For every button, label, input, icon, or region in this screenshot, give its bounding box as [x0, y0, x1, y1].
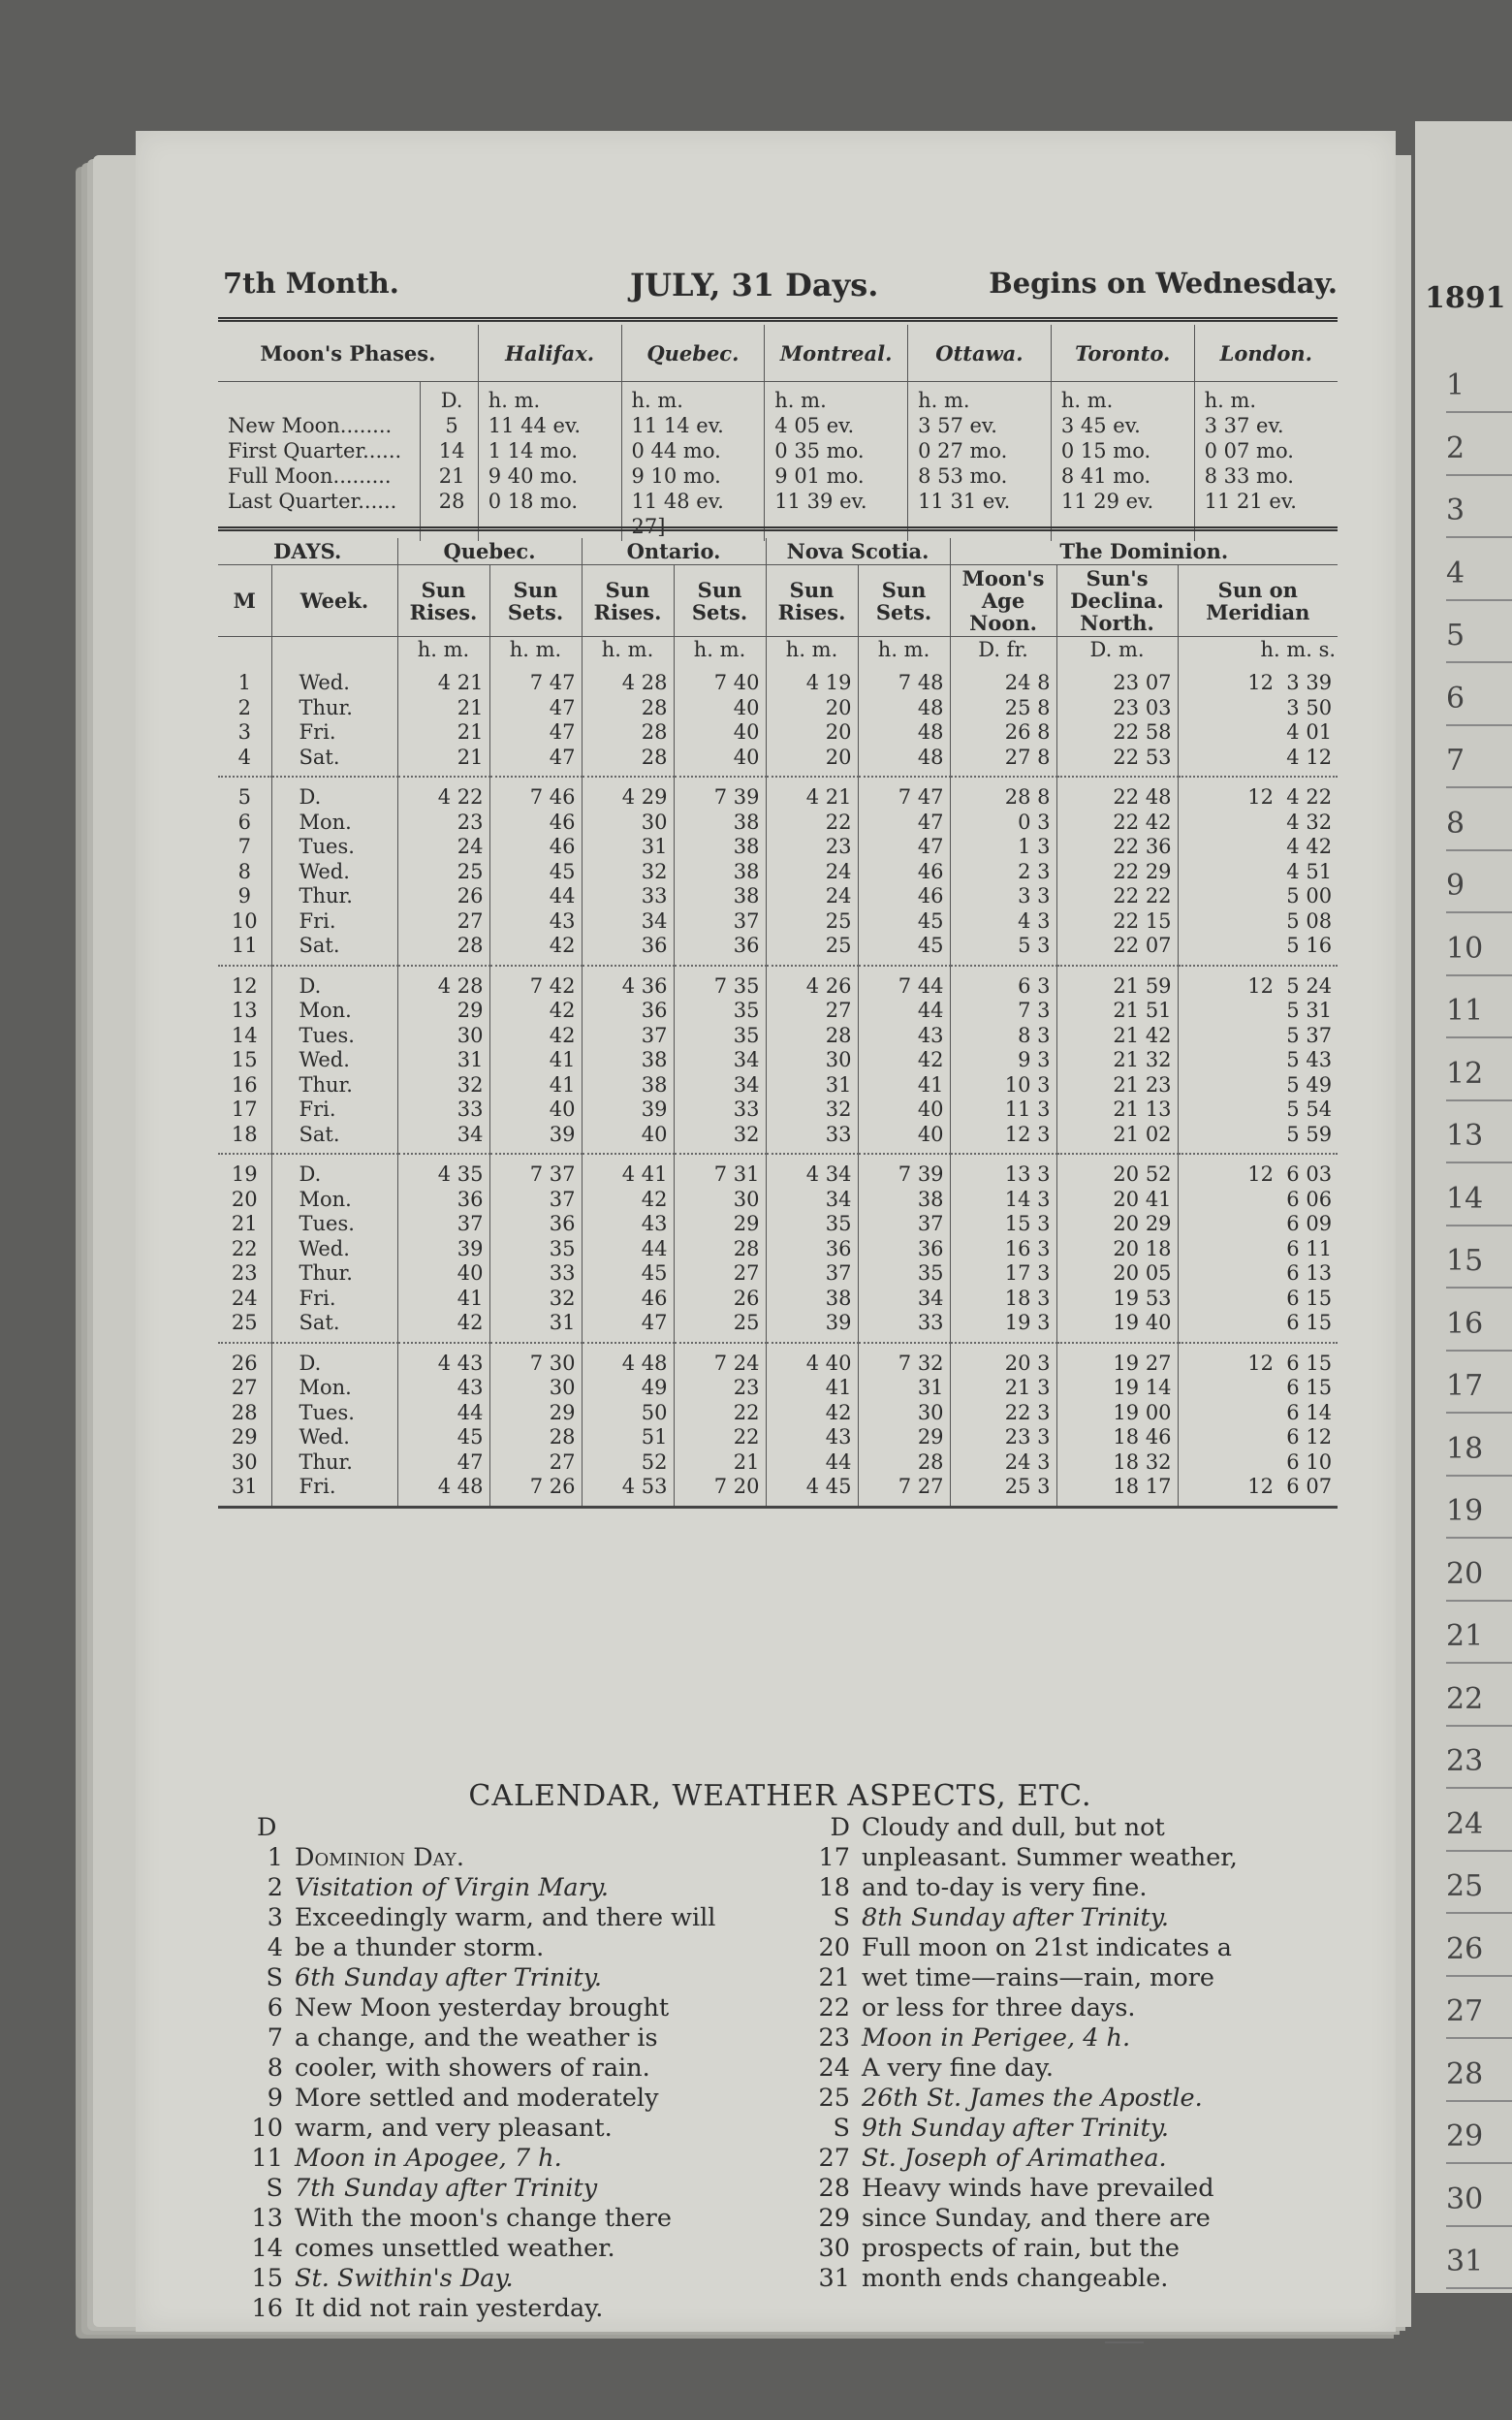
city-quebec: Quebec. — [621, 325, 765, 382]
phases-title: Moon's Phases. — [218, 325, 478, 382]
phase-name: Full Moon......... — [228, 464, 392, 488]
note-text: 7th Sunday after Trinity — [295, 2174, 598, 2203]
week-block — [218, 663, 1338, 777]
calendar-note — [800, 1873, 1362, 1903]
next-page-day-number: 31 — [1446, 2245, 1504, 2278]
begins-label: Begins on Wednesday. — [989, 267, 1338, 300]
next-page-day-number: 11 — [1446, 994, 1504, 1028]
phase-unit: h. m. — [488, 389, 541, 412]
cell-n-set: 7 39 38 37 36 35 34 33 — [858, 1154, 950, 1343]
phase-time: 0 18 mo. — [488, 490, 579, 513]
cell-o-rise: 4 36 36 37 38 38 39 40 — [582, 966, 674, 1155]
calendar-notes-left — [233, 1813, 775, 2324]
note-text: It did not rain yesterday. — [295, 2294, 604, 2323]
phase-unit: h. m. — [1060, 389, 1114, 412]
phase-time: 11 14 ev. — [631, 414, 724, 437]
calendar-note — [800, 1993, 1362, 2023]
cell-m: 26 27 28 29 30 31 — [218, 1343, 271, 1508]
note-day: S — [833, 2114, 850, 2143]
cell-n-rise: 4 40 41 42 43 44 4 45 — [766, 1343, 858, 1508]
col-moon-age: Moon's Age Noon. — [950, 565, 1056, 637]
cell-q-set: 7 37 37 36 35 33 32 31 — [489, 1154, 582, 1343]
phase-day: 14 — [438, 439, 465, 462]
phase-time: 11 44 ev. — [488, 414, 581, 437]
cell-decl: 21 59 21 51 21 42 21 32 21 23 21 13 21 02 — [1056, 966, 1178, 1155]
next-page-day-number: 10 — [1446, 932, 1504, 966]
note-day: 25 — [818, 2084, 850, 2113]
calendar-note — [233, 1873, 775, 1903]
calendar-note — [800, 2023, 1362, 2054]
next-page-day-number: 4 — [1446, 557, 1504, 590]
calendar-note — [800, 2174, 1362, 2204]
calendar-note — [800, 1813, 1362, 1843]
cell-n-rise: 4 21 22 23 24 24 25 25 — [766, 777, 858, 966]
city-montreal: Montreal. — [765, 325, 908, 382]
note-day: 22 — [818, 1993, 850, 2022]
cell-q-rise: 4 28 29 30 31 32 33 34 — [397, 966, 489, 1155]
next-page-day-number: 24 — [1446, 1807, 1504, 1841]
next-page-day-number: 29 — [1446, 2119, 1504, 2153]
note-text: Moon in Apogee, 7 h. — [295, 2144, 562, 2173]
cell-o-rise: 4 41 42 43 44 45 46 47 — [582, 1154, 674, 1343]
cell-week: Wed. Thur. Fri. Sat. — [271, 663, 397, 777]
notes-left-head: D — [257, 1813, 277, 1842]
unit-label: h. m. — [674, 637, 766, 664]
note-day: 16 — [251, 2294, 283, 2323]
calendar-title: CALENDAR, WEATHER ASPECTS, ETC. — [468, 1779, 1092, 1813]
col-week: Week. — [271, 565, 397, 637]
cell-age: 13 3 14 3 15 3 16 3 17 3 18 3 19 3 — [950, 1154, 1056, 1343]
next-page-year: 1891 — [1425, 281, 1506, 315]
note-text: Exceedingly warm, and there will — [295, 1903, 716, 1932]
daily-sun-table — [218, 538, 1338, 1509]
cell-q-rise: 4 22 23 24 25 26 27 28 — [397, 777, 489, 966]
cell-q-set: 7 30 30 29 28 27 7 26 — [489, 1343, 582, 1508]
group-ontario: Ontario. — [582, 538, 766, 565]
phases-body — [218, 382, 1338, 542]
phase-time: 0 27 mo. — [918, 439, 1008, 462]
phase-time: 9 40 mo. — [488, 464, 579, 488]
calendar-notes-right — [800, 1813, 1362, 2294]
cell-week: D. Mon. Tues. Wed. Thur. Fri. Sat. — [271, 1154, 397, 1343]
col-meridian: Sun on Meridian — [1178, 565, 1338, 637]
week-block — [218, 777, 1338, 966]
bottom-rule — [1105, 2341, 1144, 2343]
note-day: 10 — [251, 2114, 283, 2143]
next-page-day-number: 16 — [1446, 1307, 1504, 1341]
next-page-day-number: 5 — [1446, 619, 1504, 653]
note-text: unpleasant. Summer weather, — [862, 1843, 1238, 1872]
next-page-day-number: 27 — [1446, 1994, 1504, 2028]
note-text: St. Joseph of Arimathea. — [862, 2144, 1167, 2173]
group-dominion: The Dominion. — [950, 538, 1338, 565]
cell-n-set: 7 48 48 48 48 — [858, 663, 950, 777]
calendar-note — [233, 2264, 775, 2294]
cell-age: 28 8 0 3 1 3 2 3 3 3 4 3 5 3 — [950, 777, 1056, 966]
next-page-day-number: 13 — [1446, 1119, 1504, 1153]
note-text: and to-day is very fine. — [862, 1873, 1148, 1902]
note-text: With the moon's change there — [295, 2204, 672, 2233]
cell-q-set: 7 46 46 46 45 44 43 42 — [489, 777, 582, 966]
week-block — [218, 1343, 1338, 1508]
unit-label: h. m. — [489, 637, 582, 664]
note-day: 18 — [818, 1873, 850, 1902]
next-page-day-number: 7 — [1446, 744, 1504, 778]
calendar-note — [233, 2023, 775, 2054]
cell-o-set: 7 31 30 29 28 27 26 25 — [674, 1154, 766, 1343]
col-quebec-sets: Sun Sets. — [489, 565, 582, 637]
col-declination: Sun's Declina. North. — [1056, 565, 1178, 637]
next-page-day-number: 23 — [1446, 1744, 1504, 1778]
next-page-day-number: 15 — [1446, 1244, 1504, 1278]
next-page-day-number: 3 — [1446, 494, 1504, 527]
phase-time: 11 31 ev. — [918, 490, 1011, 513]
cell-n-set: 7 32 31 30 29 28 7 27 — [858, 1343, 950, 1508]
next-page-edge — [1415, 121, 1512, 2293]
next-page-day-number: 17 — [1446, 1369, 1504, 1403]
note-text: Heavy winds have prevailed — [862, 2174, 1214, 2203]
week-block — [218, 966, 1338, 1155]
phase-time: 8 33 mo. — [1204, 464, 1294, 488]
calendar-note — [800, 1933, 1362, 1963]
note-text: Visitation of Virgin Mary. — [295, 1873, 609, 1902]
next-page-day-number: 26 — [1446, 1932, 1504, 1966]
cell-o-rise: 4 29 30 31 32 33 34 36 — [582, 777, 674, 966]
next-page-day-number: 2 — [1446, 431, 1504, 465]
cell-m: 5 6 7 8 9 10 11 — [218, 777, 271, 966]
cell-merid: 12 5 24 5 31 5 37 5 43 5 49 5 54 5 59 — [1178, 966, 1338, 1155]
note-text: a change, and the weather is — [295, 2023, 658, 2053]
cell-merid: 12 6 15 6 15 6 14 6 12 6 10 12 6 07 — [1178, 1343, 1338, 1508]
cell-o-rise: 4 28 28 28 28 — [582, 663, 674, 777]
page-title: JULY, 31 Days. — [630, 267, 879, 303]
note-text: 9th Sunday after Trinity. — [862, 2114, 1169, 2143]
unit-label: D. m. — [1056, 637, 1178, 664]
calendar-note — [233, 2174, 775, 2204]
note-text: 26th St. James the Apostle. — [862, 2084, 1203, 2113]
calendar-note — [233, 2114, 775, 2144]
unit-label: D. fr. — [950, 637, 1056, 664]
note-text: warm, and very pleasant. — [295, 2114, 613, 2143]
cell-week: D. Mon. Tues. Wed. Thur. Fri. Sat. — [271, 966, 397, 1155]
note-text: Cloudy and dull, but not — [862, 1813, 1165, 1842]
next-page-day-number: 30 — [1446, 2182, 1504, 2216]
moon-phases-table — [218, 325, 1338, 541]
phase-day-header: D. — [440, 389, 463, 412]
cell-q-set: 7 42 42 42 41 41 40 39 — [489, 966, 582, 1155]
calendar-note — [233, 2054, 775, 2084]
calendar-note — [233, 1933, 775, 1963]
calendar-note — [233, 2234, 775, 2264]
note-day: 23 — [818, 2023, 850, 2053]
next-page-day-number: 22 — [1446, 1682, 1504, 1716]
note-day: 14 — [251, 2234, 283, 2263]
phase-unit: h. m. — [631, 389, 683, 412]
note-day: 15 — [251, 2264, 283, 2293]
note-text: comes unsettled weather. — [295, 2234, 615, 2263]
next-page-day-number: 8 — [1446, 807, 1504, 841]
phase-unit: h. m. — [918, 389, 970, 412]
city-halifax: Halifax. — [478, 325, 621, 382]
cell-n-rise: 4 26 27 28 30 31 32 33 — [766, 966, 858, 1155]
next-page-day-number: 25 — [1446, 1869, 1504, 1903]
cell-merid: 12 4 22 4 32 4 42 4 51 5 00 5 08 5 16 — [1178, 777, 1338, 966]
calendar-note — [233, 1903, 775, 1933]
unit-label: h. m. — [766, 637, 858, 664]
note-day: 28 — [818, 2174, 850, 2203]
note-day: 13 — [251, 2204, 283, 2233]
note-day: 31 — [818, 2264, 850, 2293]
phase-day: 5 — [445, 414, 458, 437]
note-day: 11 — [251, 2144, 283, 2173]
cell-merid: 12 3 39 3 50 4 01 4 12 — [1178, 663, 1338, 777]
calendar-note — [800, 2264, 1362, 2294]
note-text: wet time—rains—rain, more — [862, 1963, 1214, 1992]
calendar-note — [800, 2054, 1362, 2084]
cell-n-rise: 4 34 34 35 36 37 38 39 — [766, 1154, 858, 1343]
note-day: D — [830, 1813, 850, 1842]
col-ontario-sets: Sun Sets. — [674, 565, 766, 637]
phase-times-london — [1194, 382, 1338, 542]
calendar-note — [800, 1963, 1362, 1993]
next-page-day-number: 9 — [1446, 869, 1504, 903]
phase-time: 8 53 mo. — [918, 464, 1008, 488]
cell-age: 20 3 21 3 22 3 23 3 24 3 25 3 — [950, 1343, 1056, 1508]
cell-m: 12 13 14 15 16 17 18 — [218, 966, 271, 1155]
cell-n-rise: 4 19 20 20 20 — [766, 663, 858, 777]
phase-day: 21 — [438, 464, 465, 488]
unit-label: h. m. — [858, 637, 950, 664]
phase-unit: h. m. — [1204, 389, 1257, 412]
next-page-day-number: 28 — [1446, 2057, 1504, 2091]
note-text: Full moon on 21st indicates a — [862, 1933, 1232, 1962]
city-toronto: Toronto. — [1051, 325, 1194, 382]
note-day: 1 — [267, 1843, 283, 1872]
calendar-note — [800, 2084, 1362, 2114]
phase-time: 3 57 ev. — [918, 414, 997, 437]
cell-q-rise: 4 43 43 44 45 47 4 48 — [397, 1343, 489, 1508]
cell-merid: 12 6 03 6 06 6 09 6 11 6 13 6 15 6 15 — [1178, 1154, 1338, 1343]
phase-time: 1 14 mo. — [488, 439, 579, 462]
calendar-note — [800, 2234, 1362, 2264]
cell-o-set: 7 24 23 22 22 21 7 20 — [674, 1343, 766, 1508]
note-day: 8 — [267, 2054, 283, 2083]
phase-time: 11 48 ev. — [631, 490, 724, 513]
calendar-note — [233, 1963, 775, 1993]
unit-label: h. m. — [397, 637, 489, 664]
note-day: 21 — [818, 1963, 850, 1992]
note-day: 20 — [818, 1933, 850, 1962]
phase-time: 3 37 ev. — [1204, 414, 1284, 437]
cell-m: 1 2 3 4 — [218, 663, 271, 777]
phase-time: 4 05 ev. — [774, 414, 855, 437]
phase-time: 8 41 mo. — [1060, 464, 1151, 488]
note-text: New Moon yesterday brought — [295, 1993, 670, 2022]
cell-age: 24 8 25 8 26 8 27 8 — [950, 663, 1056, 777]
phase-time: 11 21 ev. — [1204, 490, 1297, 513]
cell-o-set: 7 39 38 38 38 38 37 36 — [674, 777, 766, 966]
col-ontario-rises: Sun Rises. — [582, 565, 674, 637]
cell-age: 6 3 7 3 8 3 9 3 10 3 11 3 12 3 — [950, 966, 1056, 1155]
week-block — [218, 1154, 1338, 1343]
phase-times-quebec — [621, 382, 765, 542]
group-days: DAYS. — [218, 538, 397, 565]
month-label: 7th Month. — [223, 267, 399, 300]
cell-decl: 20 52 20 41 20 29 20 18 20 05 19 53 19 40 — [1056, 1154, 1178, 1343]
phase-unit: h. m. — [774, 389, 827, 412]
cell-week: D. Mon. Tues. Wed. Thur. Fri. — [271, 1343, 397, 1508]
calendar-note — [800, 2204, 1362, 2234]
cell-q-rise: 4 35 36 37 39 40 41 42 — [397, 1154, 489, 1343]
note-day: 4 — [267, 1933, 283, 1962]
next-page-day-number: 19 — [1446, 1494, 1504, 1528]
note-day: S — [833, 1903, 850, 1932]
phase-times-montreal — [765, 382, 908, 542]
calendar-note — [800, 2114, 1362, 2144]
unit-label: h. m. s. — [1260, 638, 1337, 661]
city-ottawa: Ottawa. — [908, 325, 1052, 382]
next-page-day-number: 1 — [1446, 368, 1504, 402]
phase-name: First Quarter...... — [228, 439, 402, 462]
note-text: A very fine day. — [862, 2054, 1054, 2083]
cell-n-set: 7 44 44 43 42 41 40 40 — [858, 966, 950, 1155]
cell-n-set: 7 47 47 47 46 46 45 45 — [858, 777, 950, 966]
calendar-note — [800, 1843, 1362, 1873]
calendar-note — [233, 1843, 775, 1873]
note-day: 29 — [818, 2204, 850, 2233]
next-page-day-number: 18 — [1446, 1432, 1504, 1466]
note-day: 24 — [818, 2054, 850, 2083]
note-text: since Sunday, and there are — [862, 2204, 1211, 2233]
phase-extra: 27] — [631, 515, 666, 538]
note-day: 6 — [267, 1993, 283, 2022]
header-rule — [218, 317, 1338, 322]
cell-o-rise: 4 48 49 50 51 52 4 53 — [582, 1343, 674, 1508]
note-day: 30 — [818, 2234, 850, 2263]
calendar-note — [233, 2204, 775, 2234]
cell-q-set: 7 47 47 47 47 — [489, 663, 582, 777]
next-page-day-number: 6 — [1446, 682, 1504, 716]
calendar-note — [233, 2294, 775, 2324]
note-day: 17 — [818, 1843, 850, 1872]
note-text: More settled and moderately — [295, 2084, 659, 2113]
unit-label: h. m. — [582, 637, 674, 664]
col-month-day: M — [218, 565, 271, 637]
phase-name: New Moon........ — [228, 414, 393, 437]
cell-o-set: 7 35 35 35 34 34 33 32 — [674, 966, 766, 1155]
calendar-note — [233, 1993, 775, 2023]
cell-m: 19 20 21 22 23 24 25 — [218, 1154, 271, 1343]
next-page-day-number: 21 — [1446, 1619, 1504, 1653]
calendar-note — [800, 1903, 1362, 1933]
note-text: 8th Sunday after Trinity. — [862, 1903, 1169, 1932]
almanac-page — [136, 131, 1396, 2332]
calendar-note — [800, 2144, 1362, 2174]
phase-days — [420, 382, 478, 542]
phase-times-toronto — [1051, 382, 1194, 542]
phase-time: 9 01 mo. — [774, 464, 865, 488]
note-text: be a thunder storm. — [295, 1933, 545, 1962]
note-day: S — [266, 2174, 283, 2203]
note-text: cooler, with showers of rain. — [295, 2054, 650, 2083]
note-day: 3 — [267, 1903, 283, 1932]
note-day: 2 — [267, 1873, 283, 1902]
note-day: 9 — [267, 2084, 283, 2113]
cell-o-set: 7 40 40 40 40 — [674, 663, 766, 777]
phase-name: Last Quarter...... — [228, 490, 397, 513]
next-page-day-number: 20 — [1446, 1557, 1504, 1591]
page-header — [223, 267, 1338, 315]
cell-decl: 22 48 22 42 22 36 22 29 22 22 22 15 22 07 — [1056, 777, 1178, 966]
note-text: prospects of rain, but the — [862, 2234, 1181, 2263]
note-text: Dominion Day. — [295, 1843, 464, 1872]
phase-time: 0 44 mo. — [631, 439, 721, 462]
note-text: or less for three days. — [862, 1993, 1136, 2022]
note-day: 7 — [267, 2023, 283, 2053]
note-day: 27 — [818, 2144, 850, 2173]
cell-q-rise: 4 21 21 21 21 — [397, 663, 489, 777]
phase-time: 0 35 mo. — [774, 439, 865, 462]
calendar-note — [233, 2084, 775, 2114]
cell-decl: 23 07 23 03 22 58 22 53 — [1056, 663, 1178, 777]
phases-rule — [218, 526, 1338, 531]
note-text: St. Swithin's Day. — [295, 2264, 514, 2293]
group-quebec: Quebec. — [397, 538, 582, 565]
col-quebec-rises: Sun Rises. — [397, 565, 489, 637]
phase-times-halifax — [478, 382, 621, 542]
phase-times-ottawa — [908, 382, 1052, 542]
group-nova-scotia: Nova Scotia. — [766, 538, 950, 565]
note-text: 6th Sunday after Trinity. — [295, 1963, 602, 1992]
city-london: London. — [1194, 325, 1338, 382]
cell-week: D. Mon. Tues. Wed. Thur. Fri. Sat. — [271, 777, 397, 966]
phase-time: 9 10 mo. — [631, 464, 721, 488]
calendar-note — [233, 2144, 775, 2174]
next-page-day-number: 14 — [1446, 1182, 1504, 1216]
note-text: month ends changeable. — [862, 2264, 1169, 2293]
next-page-day-number: 12 — [1446, 1057, 1504, 1091]
phase-names — [218, 382, 420, 542]
phase-time: 11 39 ev. — [774, 490, 867, 513]
note-day: S — [266, 1963, 283, 1992]
phase-time: 11 29 ev. — [1060, 490, 1154, 513]
phase-time: 3 45 ev. — [1060, 414, 1141, 437]
col-ns-rises: Sun Rises. — [766, 565, 858, 637]
phase-time: 0 07 mo. — [1204, 439, 1294, 462]
cell-decl: 19 27 19 14 19 00 18 46 18 32 18 17 — [1056, 1343, 1178, 1508]
col-ns-sets: Sun Sets. — [858, 565, 950, 637]
phase-time: 0 15 mo. — [1060, 439, 1151, 462]
note-text: Moon in Perigee, 4 h. — [862, 2023, 1131, 2053]
phase-day: 28 — [438, 490, 465, 513]
